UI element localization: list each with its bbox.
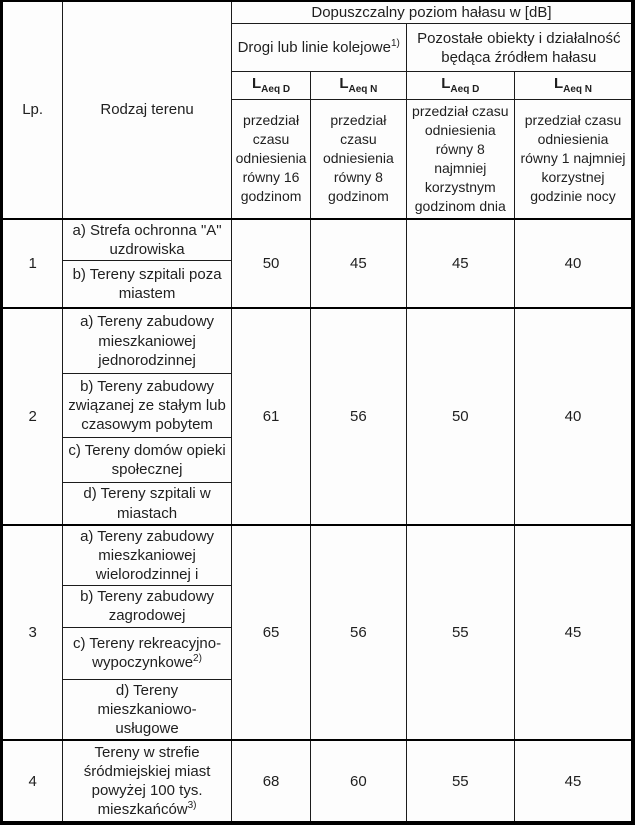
row2-value-laeqd-roads: 61: [231, 308, 310, 525]
row2-terrain-b: b) Tereny zabudowy związanej ze stałym lub czasowym pobytem: [63, 374, 232, 438]
row4-terrain: Tereny w strefie śródmiejskiej miast powyżej 100 tys. mieszkańców$^{3)}$: [63, 740, 232, 823]
header-roads-railways: [231, 24, 406, 72]
row2-lp: 2: [2, 308, 63, 525]
row3-lp: 3: [2, 525, 63, 741]
header-terrain-type: Rodzaj terenu: [63, 1, 232, 219]
row3-terrain-c: c) Tereny rekreacyjno-wypoczynkowe$^{2)}$: [63, 627, 232, 679]
header-period-8h-night: przedział czasu odniesienia równy 8 godzinom: [311, 99, 406, 219]
row2-terrain-c: c) Tereny domów opieki społecznej: [63, 438, 232, 483]
header-lp: Lp.: [2, 1, 63, 219]
row1-value-laeqd-other: 45: [406, 219, 514, 308]
row1-lp: 1: [2, 219, 63, 308]
row3-value-laeqd-other: 55: [406, 525, 514, 741]
row3-value-laeqd-roads: 65: [231, 525, 310, 741]
row2-terrain-d: d) Tereny szpitali w miastach: [63, 483, 232, 525]
header-other-sources-label: Pozostałe obiekty i działalność będąca źródłem hałasu: [417, 29, 621, 66]
row4-value-laeqd-other: 55: [406, 740, 514, 823]
row1-terrain-b: b) Tereny szpitali poza miastem: [63, 261, 232, 308]
row3-value-laeqn-roads: 56: [311, 525, 406, 741]
table-row: [2, 219, 634, 261]
header-roads-railways-label: Drogi lub linie kolejowe: [237, 39, 391, 57]
row4-value-laeqn-other: 45: [515, 740, 634, 823]
row4-value-laeqn-roads: 60: [311, 740, 406, 823]
header-laeq-n-roads: $L_{Aeq N}$: [311, 72, 406, 100]
header-noise-level-title: Dopuszczalny poziom hałasu w [dB]: [231, 1, 633, 24]
row2-value-laeqn-roads: 56: [311, 308, 406, 525]
header-period-1h-least-favourable-night: przedział czasu odniesienia równy 1 najmniej korzystnej godzinie nocy: [515, 99, 634, 219]
row4-value-laeqd-roads: 68: [231, 740, 310, 823]
row3-terrain-b: b) Tereny zabudowy zagrodowej: [63, 586, 232, 627]
row1-value-laeqn-roads: 45: [311, 219, 406, 308]
row1-value-laeqd-roads: 50: [231, 219, 310, 308]
table-row: [2, 308, 634, 374]
row2-value-laeqn-other: 40: [515, 308, 634, 525]
row1-terrain-a: a) Strefa ochronna "A" uzdrowiska: [63, 219, 232, 261]
footnote-1-marker: 1): [390, 38, 400, 50]
row3-value-laeqn-other: 45: [515, 525, 634, 741]
table-row: [2, 740, 634, 823]
header-other-sources: [406, 24, 633, 72]
row4-lp: 4: [2, 740, 63, 823]
header-laeq-n-other: $L_{Aeq N}$: [515, 72, 634, 100]
header-laeq-d-roads: $L_{Aeq D}$: [231, 72, 310, 100]
table-row: [2, 525, 634, 586]
footnote-2-marker: 2): [193, 653, 202, 665]
row2-value-laeqd-other: 50: [406, 308, 514, 525]
footnote-3-marker: 3): [187, 800, 197, 812]
row3-terrain-a: a) Tereny zabudowy mieszkaniowej wielorodzinnej i: [63, 525, 232, 586]
header-period-8h-least-favourable-day: przedział czasu odniesienia równy 8 najmniej korzystnym godzinom dnia: [406, 99, 514, 219]
header-period-16h-day: przedział czasu odniesienia równy 16 godzinom: [231, 99, 310, 219]
header-laeq-d-other: $L_{Aeq D}$: [406, 72, 514, 100]
row3-terrain-d: d) Tereny mieszkaniowo-usługowe: [63, 679, 232, 740]
row1-value-laeqn-other: 40: [515, 219, 634, 308]
row2-terrain-a: a) Tereny zabudowy mieszkaniowej jednorodzinnej: [63, 308, 232, 374]
